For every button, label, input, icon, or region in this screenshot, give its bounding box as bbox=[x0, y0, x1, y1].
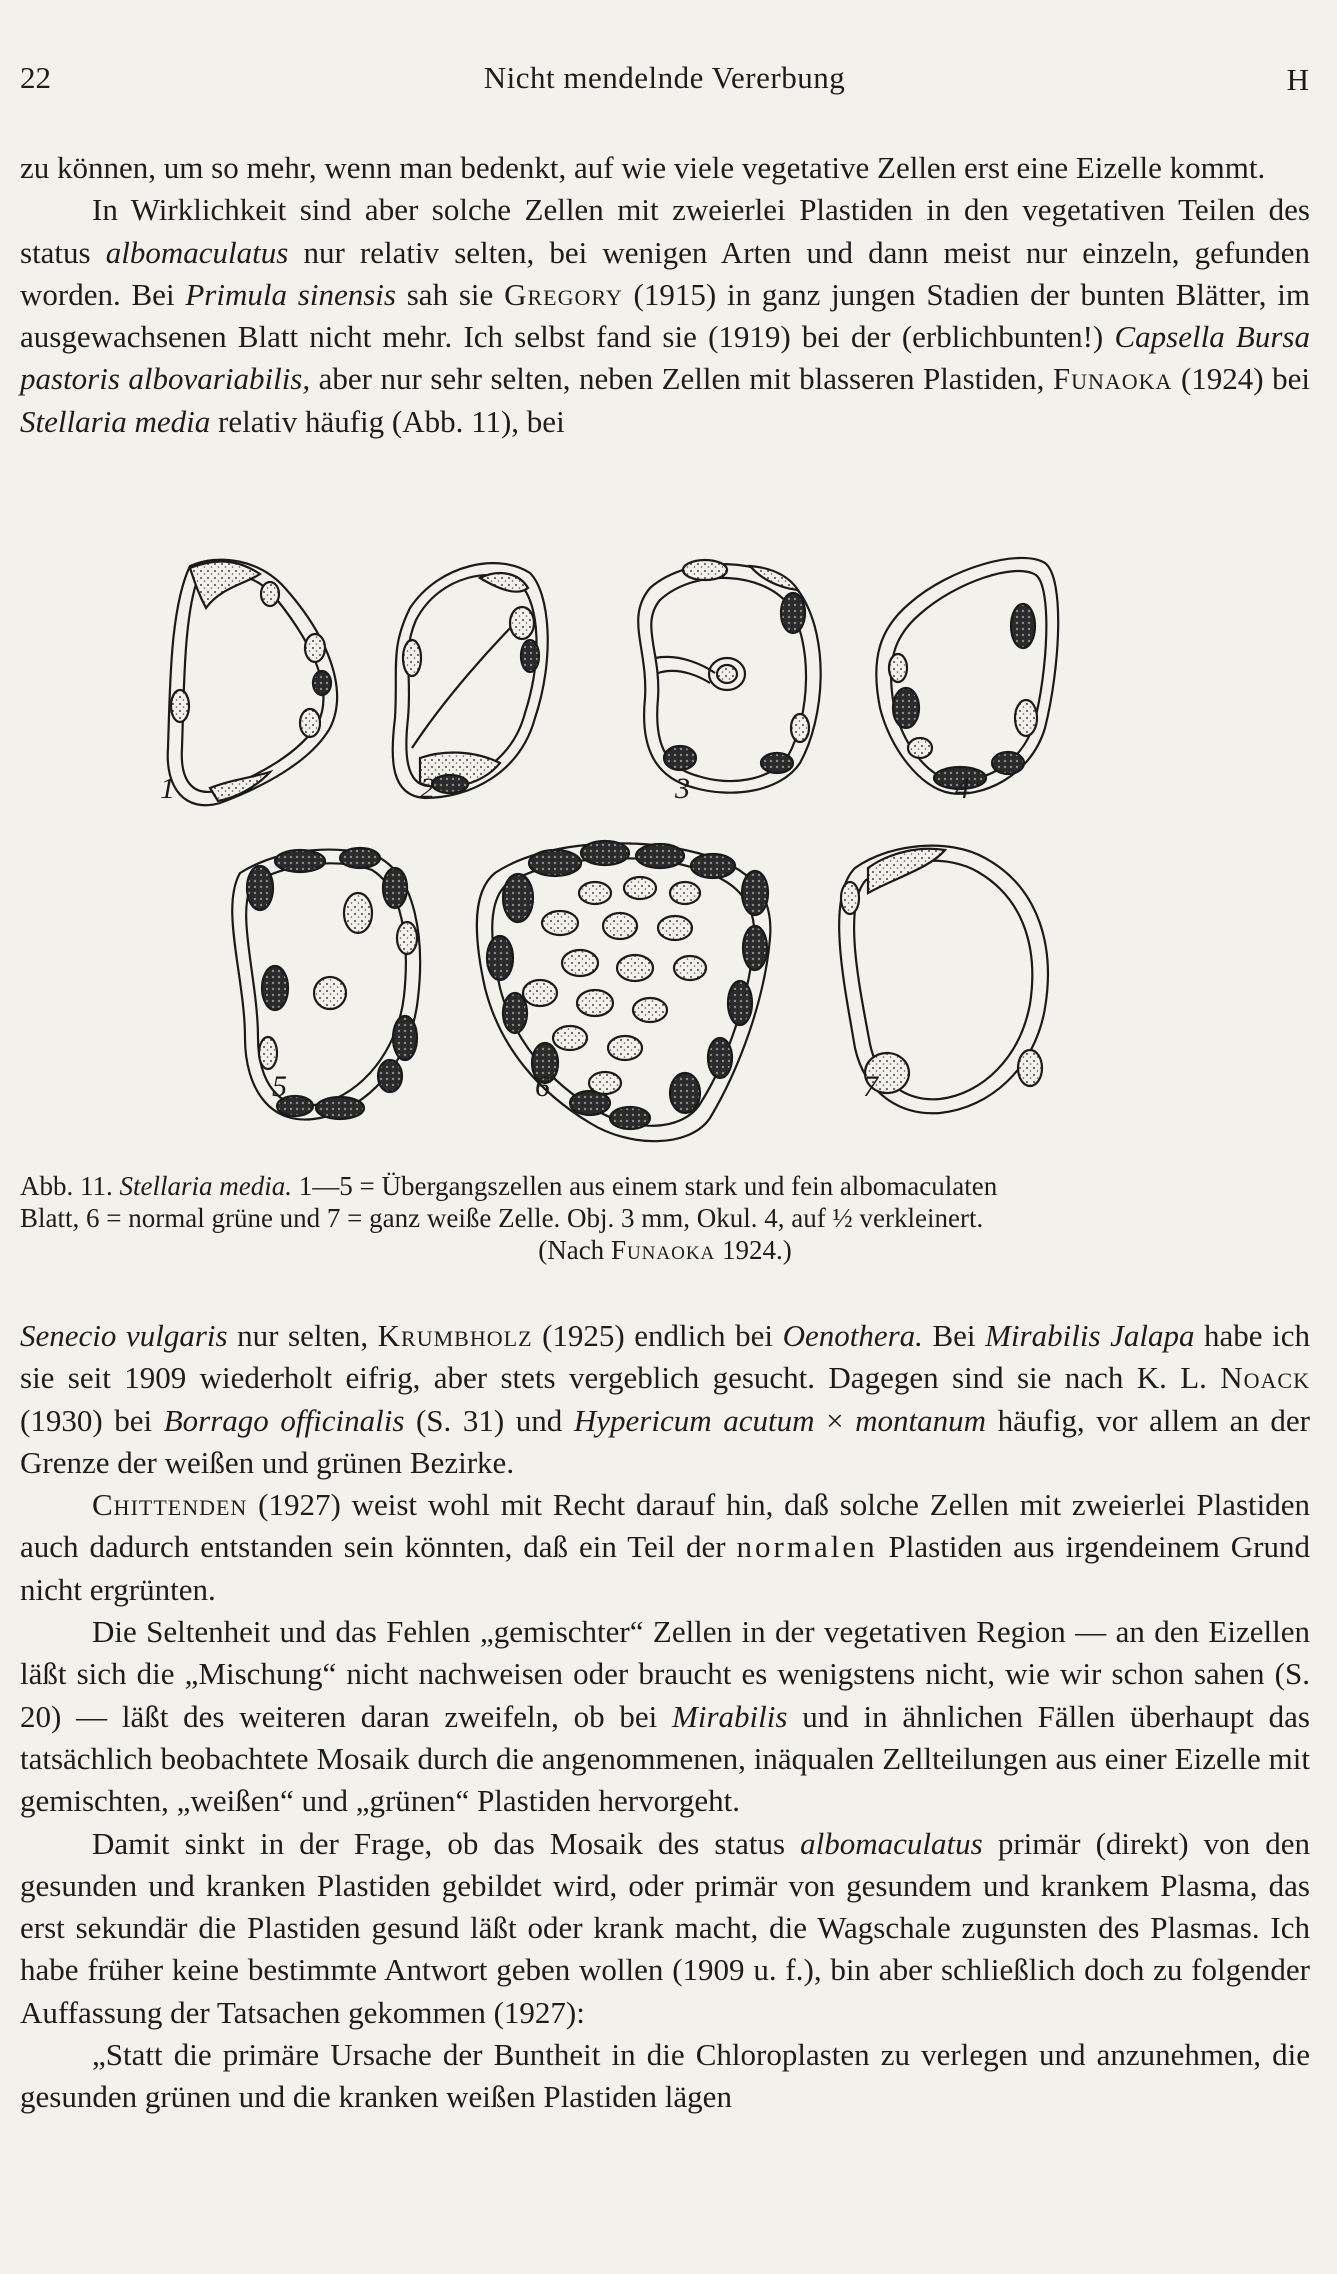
section-letter: H bbox=[1286, 62, 1309, 97]
figure-label-2: 2 bbox=[420, 772, 435, 805]
running-header bbox=[20, 60, 1309, 110]
text-run: × bbox=[814, 1402, 856, 1438]
author-name: Chittenden bbox=[92, 1487, 248, 1523]
text-run: 1—5 = Übergangszellen aus einem stark und fein albomaculaten bbox=[298, 1171, 998, 1201]
figure-label-5: 5 bbox=[272, 1070, 287, 1103]
paragraph bbox=[20, 1484, 1310, 1611]
cell-drawing-1 bbox=[168, 560, 337, 806]
species-name: Capsella Bursa pastoris albovariabilis, bbox=[20, 319, 1310, 397]
cell-drawing-5 bbox=[232, 848, 420, 1120]
text-run: relativ häufig (Abb. 11), bei bbox=[210, 403, 565, 439]
text-run: (1924) bei bbox=[1172, 361, 1310, 397]
paragraph bbox=[20, 2034, 1310, 2119]
text-run: (S. 31) und bbox=[404, 1402, 574, 1438]
figure-label-1: 1 bbox=[160, 772, 175, 805]
author-name: Funaoka bbox=[1052, 361, 1173, 397]
author-name: Funaoka bbox=[610, 1235, 716, 1265]
author-name: Gregory bbox=[504, 276, 623, 312]
paragraph bbox=[20, 1315, 1310, 1484]
figure-cell-drawings bbox=[150, 548, 1200, 1148]
cell-drawing-3 bbox=[638, 560, 820, 793]
text-block-top bbox=[20, 147, 1310, 443]
text-run: (1915) in ganz jungen Stadien der bunten Blätter, im ausgewachsenen Blatt nicht mehr. Ich selbst fand sie (1919) bei der (erblichbunten!) bbox=[20, 276, 1311, 355]
text-run: sah sie bbox=[395, 276, 505, 312]
text-run: Damit sinkt in der Frage, ob das Mosaik des status bbox=[92, 1825, 801, 1861]
emphasized-word: normalen bbox=[736, 1529, 878, 1565]
cell-drawings-svg bbox=[150, 548, 1200, 1148]
text-run: primär (direkt) von den gesunden und kranken Plastiden gebildet wird, oder primär von gesundem und krankem Plasma, das erst sekundär die Plastiden gesund läßt oder krank macht, die Wagschale zugunsten des Plasmas. Ich habe früher keine bestimmte Antwort geben wollen (1909 u. f.), bin aber schließlich doch zu folgender Auffassung der Tatsachen gekommen (1927): bbox=[20, 1825, 1310, 2030]
cell-drawing-6 bbox=[477, 841, 771, 1141]
species-name: albomaculatus bbox=[105, 234, 289, 270]
cell-drawing-2 bbox=[393, 563, 548, 798]
text-run: häufig, vor allem an der Grenze der weißen und grünen Bezirke. bbox=[20, 1402, 1310, 1480]
caption-line-3 bbox=[20, 1234, 1310, 1266]
species-name: albomaculatus bbox=[800, 1825, 983, 1861]
text-run: In Wirklichkeit sind aber solche Zellen mit zweierlei Plastiden in den vegetativen Teilen des status bbox=[20, 192, 1310, 270]
text-run: Plastiden aus irgendeinem Grund nicht ergrünten. bbox=[20, 1529, 1310, 1607]
species-name: Stellaria media. bbox=[119, 1171, 292, 1201]
text-run: habe ich sie seit 1909 wiederholt eifrig, aber stets vergeblich gesucht. Dagegen sind sie nach K. L. bbox=[20, 1318, 1310, 1396]
figure-label-4: 4 bbox=[955, 772, 970, 805]
text-run: Bei bbox=[922, 1318, 986, 1353]
paragraph bbox=[20, 1611, 1310, 1822]
text-run: „Statt die primäre Ursache der Buntheit in die Chloroplasten zu verlegen und anzunehmen, die gesunden grünen und die kranken weißen Plastiden lägen bbox=[20, 2037, 1310, 2115]
figure-caption bbox=[20, 1170, 1310, 1266]
species-name: Mirabilis bbox=[672, 1698, 788, 1734]
text-run: und in ähnlichen Fällen überhaupt das tatsächlich beobachtete Mosaik durch die angenommenen, inäqualen Zellteilungen aus einer Eizelle mit gemischten, „weißen“ und „grünen“ Plastiden hervorgeht. bbox=[20, 1698, 1310, 1819]
author-name: Noack bbox=[1220, 1360, 1310, 1396]
caption-line-2: Blatt, 6 = normal grüne und 7 = ganz weiße Zelle. Obj. 3 mm, Okul. 4, auf ½ verkleinert. bbox=[20, 1203, 984, 1233]
running-title: Nicht mendelnde Vererbung bbox=[483, 60, 846, 95]
species-name: Stellaria media bbox=[20, 403, 211, 439]
species-name: Primula sinensis bbox=[185, 276, 396, 312]
paragraph bbox=[20, 1823, 1310, 2034]
text-run: (1925) endlich bei bbox=[532, 1318, 783, 1353]
species-name: Senecio vulgaris bbox=[20, 1318, 228, 1353]
caption-line-1 bbox=[20, 1170, 1310, 1202]
text-run: 1924.) bbox=[715, 1235, 792, 1265]
text-block-bottom bbox=[20, 1315, 1310, 2119]
paragraph bbox=[20, 147, 1310, 189]
text-run: (Nach bbox=[538, 1235, 611, 1265]
species-name: montanum bbox=[855, 1402, 987, 1438]
species-name: Oenothera. bbox=[782, 1318, 923, 1353]
author-name: Krumbholz bbox=[377, 1318, 533, 1353]
text-run: (1930) bei bbox=[20, 1402, 164, 1438]
figure-number: Abb. 11. bbox=[20, 1171, 113, 1201]
species-name: Borrago officinalis bbox=[163, 1402, 405, 1438]
text-run: zu können, um so mehr, wenn man bedenkt, auf wie viele vegetative Zellen erst eine Eizelle kommt. bbox=[20, 150, 1266, 185]
species-name: Hypericum acutum bbox=[573, 1402, 815, 1438]
figure-label-6: 6 bbox=[535, 1070, 550, 1103]
text-run: nur selten, bbox=[227, 1318, 378, 1353]
text-run: nur relativ selten, bei wenigen Arten und dann meist nur einzeln, gefunden worden. Bei bbox=[20, 234, 1310, 312]
cell-drawing-4 bbox=[876, 558, 1058, 794]
paragraph bbox=[20, 189, 1310, 443]
page-number: 22 bbox=[20, 60, 51, 95]
figure-label-3: 3 bbox=[675, 772, 690, 805]
species-name: Mirabilis Jalapa bbox=[985, 1318, 1195, 1353]
text-run: Die Seltenheit und das Fehlen „gemischter“ Zellen in der vegetativen Region — an den Eizellen läßt sich die „Mischung“ nicht nachweisen oder braucht es wenigstens nicht, wie wir schon sahen (S. 20) — läßt des weiteren daran zweifeln, ob bei bbox=[20, 1614, 1310, 1734]
figure-label-7: 7 bbox=[863, 1070, 878, 1103]
text-run: aber nur sehr selten, neben Zellen mit blasseren Plastiden, bbox=[310, 361, 1053, 397]
text-run: (1927) weist wohl mit Recht darauf hin, daß solche Zellen mit zweierlei Plastiden auch dadurch entstanden sein könnten, daß ein Teil der bbox=[20, 1487, 1310, 1565]
